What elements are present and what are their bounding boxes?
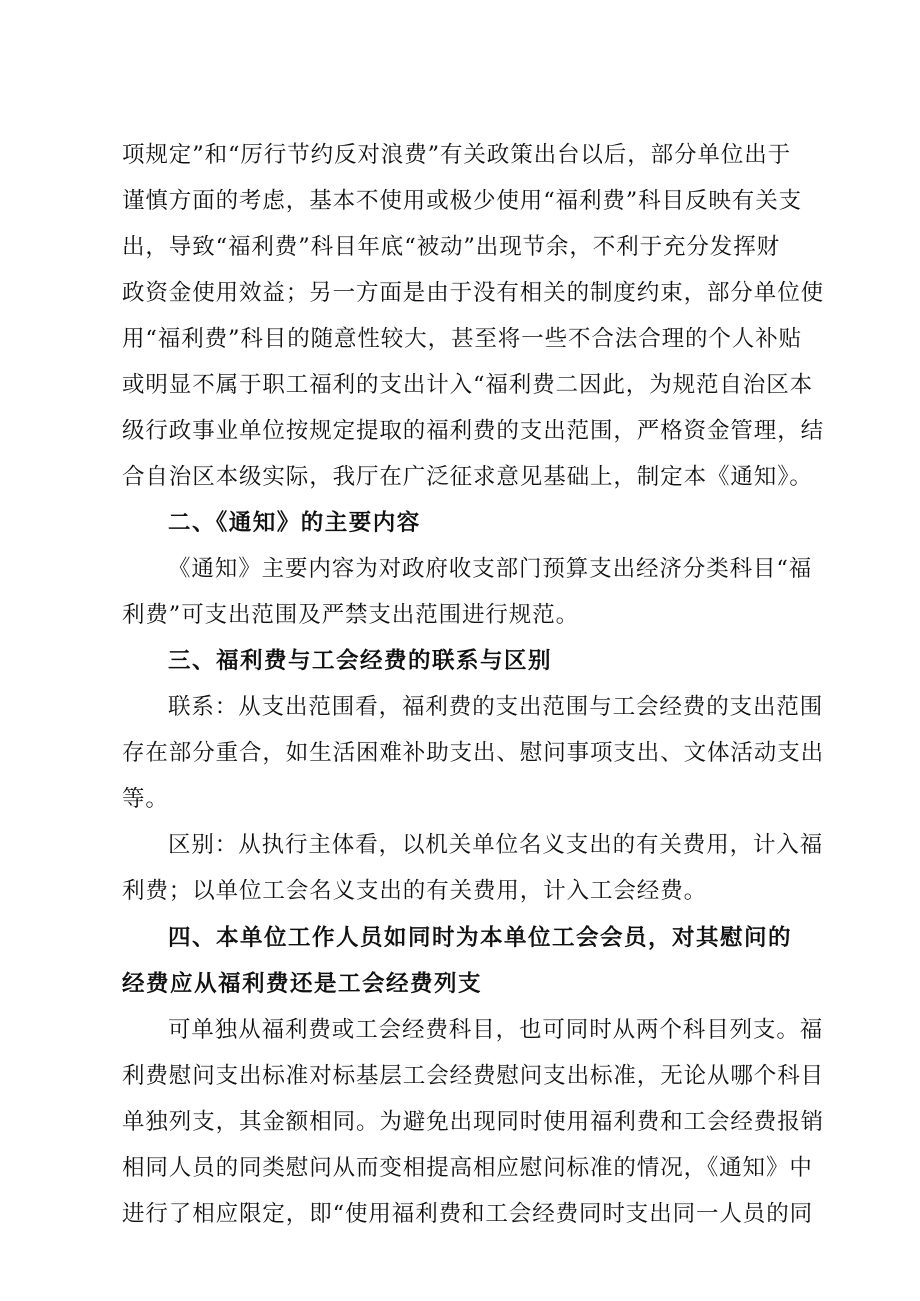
- paragraph-line: 政资金使用效益；另一方面是由于没有相关的制度约束，部分单位使: [122, 280, 825, 306]
- paragraph-line: 相同人员的同类慰问从而变相提高相应慰问标准的情况，《通知》中: [122, 1155, 813, 1181]
- paragraph-line: 出，导致“福利费”科目年底“被动”出现节余，不利于充分发挥财: [122, 234, 781, 260]
- paragraph-line: 联系：从支出范围看，福利费的支出范围与工会经费的支出范围: [168, 694, 824, 720]
- paragraph-line: 利费慰问支出标准对标基层工会经费慰问支出标准，无论从哪个科目: [122, 1063, 825, 1089]
- paragraph-line: 用“福利费”科目的随意性较大，甚至将一些不合法合理的个人补贴: [122, 326, 803, 352]
- paragraph-line: 合自治区本级实际，我厅在广泛征求意见基础上，制定本《通知》。: [122, 464, 813, 490]
- paragraph-line: 进行了相应限定，即“使用福利费和工会经费同时支出同一人员的同: [122, 1201, 814, 1227]
- paragraph-line: 利费；以单位工会名义支出的有关费用，计入工会经费。: [122, 878, 708, 904]
- paragraph-line: 单独列支，其金额相同。为避免出现同时使用福利费和工会经费报销: [122, 1109, 825, 1135]
- section-heading-4-continued: 经费应从福利费还是工会经费列支: [122, 971, 483, 997]
- paragraph-line: 区别：从执行主体看，以机关单位名义支出的有关费用，计入福: [168, 832, 824, 858]
- paragraph-line: 《通知》主要内容为对政府收支部门预算支出经济分类科目“福: [168, 556, 813, 582]
- paragraph-line: 谨慎方面的考虑，基本不使用或极少使用“福利费”科目反映有关支: [122, 188, 803, 214]
- section-heading-4: 四、本单位工作人员如同时为本单位工会会员，对其慰问的: [168, 925, 793, 951]
- section-heading-2: 二、《通知》的主要内容: [168, 510, 421, 536]
- paragraph-line: 项规定”和“厉行节约反对浪费”有关政策出台以后，部分单位出于: [122, 142, 792, 168]
- section-heading-3: 三、福利费与工会经费的联系与区别: [168, 648, 553, 674]
- paragraph-line: 存在部分重合，如生活困难补助支出、慰问事项支出、文体活动支出: [122, 740, 825, 766]
- paragraph-line: 可单独从福利费或工会经费科目，也可同时从两个科目列支。福: [168, 1017, 824, 1043]
- paragraph-line: 或明显不属于职工福利的支出计入“福利费二因此，为规范自治区本: [122, 372, 814, 398]
- paragraph-line: 利费”可支出范围及严禁支出范围进行规范。: [122, 602, 580, 628]
- paragraph-line: 级行政事业单位按规定提取的福利费的支出范围，严格资金管理，结: [122, 418, 825, 444]
- paragraph-line: 等。: [122, 786, 169, 812]
